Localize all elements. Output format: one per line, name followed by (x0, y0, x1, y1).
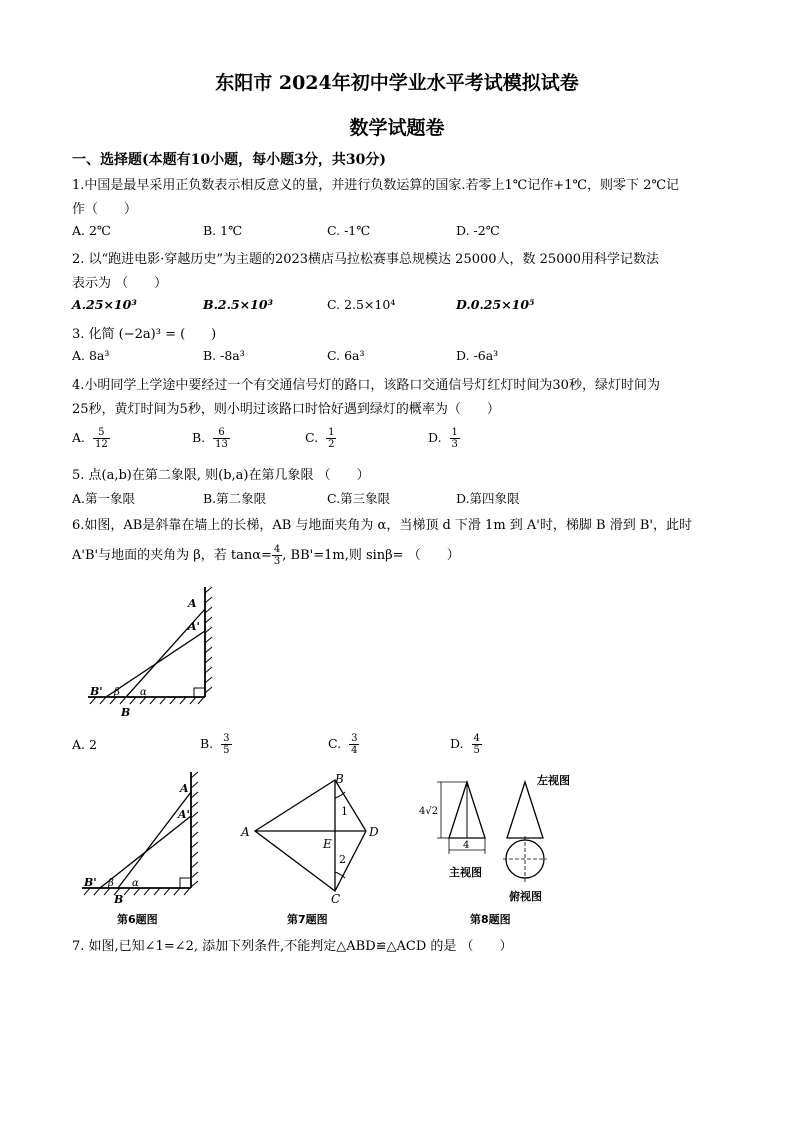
q5-line1: 5. 点(a,b)在第二象限, 则(b,a)在第几象限 （ ） (72, 468, 370, 483)
exam-subtitle: 数学试题卷 (349, 117, 445, 139)
label-beta: β (108, 878, 114, 889)
q6-option-a: A. 2 (72, 737, 97, 752)
label-b: B (121, 706, 131, 719)
q1-line2: 作（ ） (72, 202, 138, 217)
q1-option-b: B. 1℃ (203, 223, 243, 238)
q2-option-c: C. 2.5×10⁴ (327, 297, 396, 312)
top-view-label: 俯视图 (509, 890, 542, 903)
q2-option-a: A.25×10³ (72, 297, 137, 312)
q4-option-c: C. $\frac{1}{2}$ (305, 427, 335, 450)
label-b: B (335, 772, 344, 786)
q4-line1: 4.小明同学上学途中要经过一个有交通信号灯的路口，该路口交通信号灯红灯时间为30秒，绿灯时间为 (72, 378, 660, 393)
label-a: A (180, 782, 189, 795)
q6-option-c: C. $\frac{3}{4}$ (328, 733, 358, 756)
label-alpha: α (140, 687, 147, 698)
q7-line1: 7. 如图,已知∠1=∠2, 添加下列条件,不能判定△ABD≌△ACD 的是 （ ） (72, 939, 513, 954)
q6-option-b: B. $\frac{3}{5}$ (200, 733, 230, 756)
q1-option-a: A. 2℃ (72, 223, 111, 238)
label-angle-2: 2 (339, 853, 346, 866)
fraction: $\frac{5}{12}$ (95, 427, 108, 450)
fraction: $\frac{3}{5}$ (223, 733, 230, 756)
label-b-prime: B' (84, 876, 97, 889)
q4-line2: 25秒，黄灯时间为5秒，则小明过该路口时恰好遇到绿灯的概率为（ ） (72, 402, 500, 417)
q5-option-d: D.第四象限 (456, 491, 520, 506)
label-a-prime: A' (188, 620, 200, 633)
fraction: $\frac{4}{3}$ (273, 544, 281, 567)
q4-option-a: A. $\frac{5}{12}$ (72, 427, 108, 450)
front-view-label: 主视图 (449, 866, 482, 879)
label-a: A (241, 825, 250, 839)
three-views-figure-8 (415, 772, 570, 907)
fraction: $\frac{4}{5}$ (473, 733, 480, 756)
q6-option-d: D. $\frac{4}{5}$ (450, 733, 480, 756)
q3-option-a: A. 8a³ (72, 348, 110, 363)
label-c: C (331, 892, 341, 906)
q1-option-c: C. -1℃ (327, 223, 371, 238)
fraction: $\frac{3}{4}$ (351, 733, 358, 756)
q2-line1: 2. 以“跑进电影·穿越历史”为主题的2023横店马拉松赛事总规模达 25000人，数 25000用科学记数法 (72, 252, 660, 267)
label-d: D (369, 825, 379, 839)
q6-line2: A'B'与地面的夹角为 β，若 tanα= $\frac{4}{3}$ , BB'=1m,则 sinβ= （ ） (72, 544, 460, 567)
exam-title: 东阳市 2024年初中学业水平考试模拟试卷 (215, 72, 579, 94)
left-view-label: 左视图 (537, 774, 570, 787)
label-b-prime: B' (90, 685, 103, 698)
quadrilateral-figure-7 (235, 768, 385, 908)
figure-7-caption: 第7题图 (287, 913, 328, 926)
q5-option-c: C.第三象限 (327, 491, 391, 506)
label-height: 4√2 (419, 806, 439, 817)
q3-option-c: C. 6a³ (327, 348, 365, 363)
fraction: $\frac{1}{2}$ (328, 427, 335, 450)
label-b: B (114, 893, 124, 906)
label-angle-1: 1 (341, 805, 348, 818)
ladder-figure (84, 585, 214, 720)
q1-line1: 1.中国是最早采用正负数表示相反意义的量，并进行负数运算的国家.若零上1℃记作+1℃，则零下 2℃记 (72, 178, 680, 193)
q5-option-a: A.第一象限 (72, 491, 136, 506)
label-width: 4 (463, 840, 470, 851)
q5-option-b: B.第二象限 (203, 491, 267, 506)
q6-line1: 6.如图，AB是斜靠在墙上的长梯，AB 与地面夹角为 α，当梯顶 d 下滑 1m 到 A'时，梯脚 B 滑到 B'，此时 (72, 518, 692, 533)
label-beta: β (114, 687, 120, 698)
q2-option-b: B.2.5×10³ (203, 297, 274, 312)
q3-option-d: D. -6a³ (456, 348, 499, 363)
figure-6-caption: 第6题图 (117, 913, 158, 926)
q4-option-d: D. $\frac{1}{3}$ (428, 427, 458, 450)
label-a: A (188, 597, 197, 610)
label-alpha: α (132, 878, 139, 889)
q3-option-b: B. -8a³ (203, 348, 245, 363)
q2-option-d: D.0.25×10⁵ (456, 297, 535, 312)
section-heading: 一、选择题(本题有10小题，每小题3分，共30分) (72, 152, 386, 168)
q4-option-b: B. $\frac{6}{13}$ (192, 427, 228, 450)
ladder-figure-6 (80, 770, 210, 905)
label-e: E (323, 837, 332, 851)
figure-8-caption: 第8题图 (470, 913, 511, 926)
q2-line2: 表示为 （ ） (72, 276, 168, 291)
fraction: $\frac{1}{3}$ (451, 427, 458, 450)
fraction: $\frac{6}{13}$ (215, 427, 228, 450)
q1-option-d: D. -2℃ (456, 223, 500, 238)
q3-line1: 3. 化简 (−2a)³ = ( ) (72, 327, 217, 342)
label-a-prime: A' (178, 808, 190, 821)
